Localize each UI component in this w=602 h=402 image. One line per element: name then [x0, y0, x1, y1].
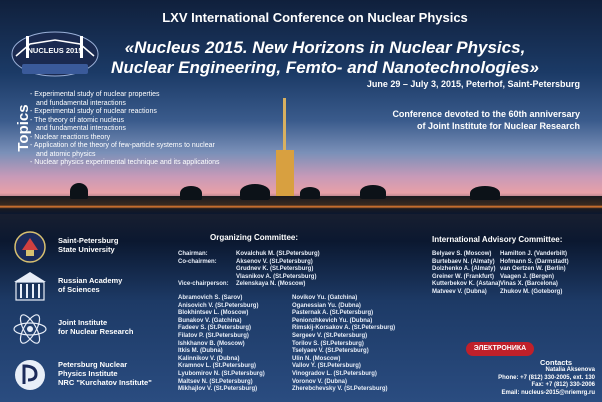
chair-names: Kovalchuk M. (St.Petersburg) Aksenov V. (St.Petersburg) Grudnev K. (St.Petersburg) Vlasnikov A. (St.Petersburg) Zelenskaya N. (Moscow): [236, 251, 320, 288]
organizing-members-col1: Abramovich S. (Sarov) Anisovich V. (St.Petersburg) Blokhintsev L. (Moscow) Bunakov V. (Gatchina) Fadeev S. (St.Petersburg) Filatov P. (St.Petersburg) Ishkhanov B. (Moscow) Itkis M. (Dubna) Kalinnikov V. (Dubna) Kramnov L. (St.Petersburg) Lyubomirov N. (St.Petersburg) Maltsev N. (St.Petersburg) Mikhajlov V. (St.Petersburg): [178, 295, 265, 393]
topic-item: - Nuclear physics experimental technique and its applications: [30, 159, 220, 166]
contact-name: Natalia Aksenova: [545, 367, 595, 373]
nucleus-title-line2: Nuclear Engineering, Femto- and Nanotechnologies»: [111, 58, 539, 77]
conference-dates: June 29 – July 3, 2015, Peterhof, Saint-Petersburg: [366, 79, 580, 89]
anniversary-line1: Conference devoted to the 60th anniversary: [392, 109, 580, 119]
topic-item: - The theory of atomic nucleus: [30, 116, 125, 124]
topics-list: [30, 91, 300, 168]
org-label: Petersburg Nuclear Physics Institute NRC "Kurchatov Institute": [58, 360, 152, 387]
topic-item: - Experimental study of nuclear properties: [30, 91, 160, 98]
jinr-atom-icon: [10, 310, 50, 348]
contact-phone: Phone: +7 (812) 330-2005, ext. 130: [498, 374, 595, 381]
org-label: Russian Academy of Sciences: [58, 276, 123, 294]
tree-silhouette: [70, 183, 88, 199]
org-label: Saint-Petersburg State University: [58, 236, 119, 254]
topics-heading: Topics: [15, 104, 32, 152]
topic-item: and fundamental interactions: [36, 99, 126, 107]
chair-labels: Chairman: Co-chairmen: Vice-chairperson:: [178, 251, 229, 288]
topic-item: - Application of the theory of few-particle systems to nuclear: [30, 142, 215, 149]
advisory-members-col2: Hamilton J. (Vanderbilt) Hofmann S. (Darmstadt) van Oertzen W. (Berlin) Vaagen J. (Bergen) Vinas X. (Barcelona) Zhukov M. (Goteborg): [500, 251, 569, 295]
contact-fax: Fax: +7 (812) 330-2006: [531, 382, 595, 388]
org-spbu: [10, 228, 180, 268]
topic-item: - Nuclear reactions theory: [30, 133, 111, 141]
org-pnpi: [10, 356, 180, 396]
topic-item: and atomic physics: [36, 150, 96, 158]
organizing-committee-heading: Organizing Committee:: [210, 233, 299, 242]
org-label: Joint Institute for Nuclear Research: [58, 318, 134, 336]
org-ras: [10, 268, 180, 308]
contacts-block: [440, 367, 595, 397]
org-jinr: [10, 310, 180, 350]
anniversary-line2: of Joint Institute for Nuclear Research: [416, 121, 580, 131]
advisory-committee-heading: International Advisory Committee:: [432, 235, 563, 244]
tree-silhouette: [360, 185, 386, 199]
tree-silhouette: [470, 186, 500, 200]
ras-building-icon: [10, 268, 50, 306]
logo-text: NUCLEUS 2015: [27, 46, 83, 55]
tree-silhouette: [240, 184, 270, 200]
nucleus-title: [100, 38, 550, 78]
tree-silhouette: [180, 186, 202, 200]
anniversary-note: [330, 108, 580, 132]
contacts-heading: Contacts: [540, 358, 573, 367]
topic-item: and fundamental interactions: [36, 125, 126, 132]
spbu-crest-icon: [10, 228, 50, 266]
sponsor-logo: ЭЛЕКТРОНИКА: [466, 342, 534, 356]
tree-silhouette: [300, 187, 320, 199]
contact-email[interactable]: Email: nucleus-2015@nriemrg.ru: [501, 389, 595, 396]
pnpi-logo-icon: [10, 356, 50, 394]
organizing-members-col2: Novikov Yu. (Gatchina) Oganessian Yu. (Dubna) Pasternak A. (St.Petersburg) Penionzhkevich Yu. (Dubna) Rimskij-Korsakov A. (St.Petersburg) Sergeev V. (St.Petersburg) Torilov S. (St.Petersburg) Tselyaev V. (St.Petersburg) Ulin N. (Moscow) Vallov Y. (St.Petersburg) Vinogradov L. (St.Petersburg) Voronov V. (Dubna) Zherebchevsky V. (St.Petersburg): [292, 295, 396, 393]
topic-item: - Experimental study of nuclear reactions: [30, 108, 157, 115]
advisory-members-col1: Belyaev S. (Moscow) Burtebaev N. (Almaty) Dolzhenko A. (Almaty) Greiner W. (Frankfurt) Kutterbekov K. (Astana) Matveev V. (Dubna): [432, 251, 501, 295]
nucleus-title-line1: «Nucleus 2015. New Horizons in Nuclear Physics,: [124, 38, 526, 57]
conference-title: LXV International Conference on Nuclear Physics: [162, 10, 468, 25]
